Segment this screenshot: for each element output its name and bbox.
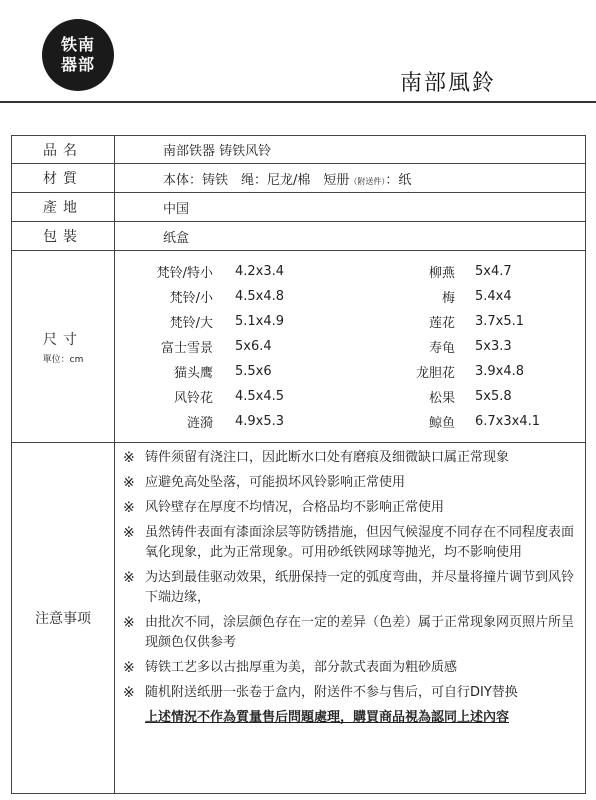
size-row bbox=[385, 284, 585, 309]
note-item bbox=[123, 498, 579, 518]
size-row bbox=[385, 359, 585, 384]
size-row bbox=[115, 284, 385, 309]
value-material bbox=[115, 164, 586, 193]
size-row bbox=[115, 384, 385, 409]
size-dimension: 5.5x6 bbox=[235, 364, 272, 379]
note-item bbox=[123, 613, 579, 653]
note-text: 由批次不同，涂层颜色存在一定的差异（色差）属于正常现象网页照片所呈现颜色仅供参考 bbox=[145, 615, 575, 650]
note-text: 虽然铸件表面有漆面涂层等防锈措施，但因气候湿度不同存在不同程度表面氧化现象，此为正常现象。可用砂纸铁网球等抛光，均不影响使用 bbox=[145, 525, 575, 560]
reference-mark-icon: ※ bbox=[123, 660, 135, 676]
label-name: 品名 bbox=[12, 136, 115, 164]
size-row bbox=[115, 409, 385, 434]
size-name: 猫头鹰 bbox=[173, 366, 213, 381]
size-label: 尺寸 bbox=[43, 331, 83, 348]
note-text: 风铃壁存在厚度不均情况，合格品均不影响正常使用 bbox=[145, 500, 445, 515]
row-name bbox=[12, 136, 586, 164]
reference-mark-icon: ※ bbox=[123, 685, 135, 701]
size-dimension: 5x5.8 bbox=[475, 389, 512, 404]
size-row bbox=[115, 334, 385, 359]
size-name: 梵铃/大 bbox=[169, 316, 213, 331]
disclaimer: 上述情況不作為質量售后問題處理，購買商品視為認同上述內容 bbox=[145, 710, 510, 725]
size-list bbox=[115, 251, 586, 443]
size-row bbox=[385, 409, 585, 434]
row-package bbox=[12, 222, 586, 251]
size-row bbox=[385, 334, 585, 359]
logo-line-2: 器部 bbox=[60, 55, 95, 74]
size-dimension: 5x6.4 bbox=[235, 339, 272, 354]
size-dimension: 5.4x4 bbox=[475, 289, 512, 304]
size-dimension: 5x4.7 bbox=[475, 264, 512, 279]
size-name: 梵铃/小 bbox=[169, 291, 213, 306]
reference-mark-icon: ※ bbox=[123, 475, 135, 491]
notes-label: 注意事项 bbox=[35, 611, 91, 627]
size-dimension: 6.7x3x4.1 bbox=[475, 414, 541, 429]
size-unit: 單位：cm bbox=[42, 354, 84, 365]
note-item bbox=[123, 568, 579, 608]
size-dimension: 4.2x3.4 bbox=[235, 264, 285, 279]
notes-cell bbox=[115, 443, 586, 794]
row-origin bbox=[12, 193, 586, 222]
reference-mark-icon: ※ bbox=[123, 525, 135, 541]
label-material: 材質 bbox=[12, 164, 115, 193]
header-divider bbox=[0, 101, 596, 103]
size-row bbox=[115, 309, 385, 334]
note-item bbox=[123, 683, 579, 703]
size-dimension: 4.5x4.5 bbox=[235, 389, 285, 404]
size-row bbox=[385, 384, 585, 409]
note-text: 铸件须留有浇注口，因此断水口处有磨痕及细微缺口属正常现象 bbox=[145, 450, 510, 465]
value-name: 南部铁器 铸铁风铃 bbox=[115, 136, 586, 164]
note-item bbox=[123, 523, 579, 563]
size-dimension: 4.9x5.3 bbox=[235, 414, 285, 429]
reference-mark-icon: ※ bbox=[123, 615, 135, 631]
size-dimension: 4.5x4.8 bbox=[235, 289, 285, 304]
size-column-left bbox=[115, 259, 385, 434]
label-size bbox=[12, 251, 115, 443]
size-row bbox=[115, 359, 385, 384]
size-dimension: 3.7x5.1 bbox=[475, 314, 525, 329]
size-row bbox=[385, 309, 585, 334]
material-tail: ：纸 bbox=[385, 172, 412, 188]
notes-list bbox=[115, 443, 585, 703]
reference-mark-icon: ※ bbox=[123, 500, 135, 516]
brand-title: 南部風鈴 bbox=[400, 71, 497, 96]
note-item bbox=[123, 658, 579, 678]
note-text: 随机附送纸册一张卷于盒内，附送件不参与售后，可自行DIY替换 bbox=[145, 685, 518, 700]
label-notes bbox=[12, 443, 115, 794]
size-name: 鲸鱼 bbox=[428, 416, 455, 431]
reference-mark-icon: ※ bbox=[123, 450, 135, 466]
note-text: 为达到最佳驱动效果，纸册保持一定的弧度弯曲，并尽量将撞片调节到风铃下端边缘， bbox=[145, 570, 575, 605]
row-size bbox=[12, 251, 586, 443]
note-text: 应避免高处坠落，可能损坏风铃影响正常使用 bbox=[145, 475, 406, 490]
material-main: 本体：铸铁 绳：尼龙/棉 短册 bbox=[163, 172, 350, 188]
size-name: 莲花 bbox=[428, 316, 455, 331]
value-package: 纸盒 bbox=[115, 222, 586, 251]
size-name: 松果 bbox=[428, 391, 455, 406]
row-material bbox=[12, 164, 586, 193]
reference-mark-icon: ※ bbox=[123, 570, 135, 586]
logo-line-1: 铁南 bbox=[60, 35, 95, 54]
material-note: （附送件） bbox=[349, 176, 386, 186]
size-column-right bbox=[385, 259, 585, 434]
size-name: 梅 bbox=[441, 291, 455, 306]
size-name: 龙胆花 bbox=[415, 366, 455, 381]
size-name: 柳燕 bbox=[428, 266, 455, 281]
note-item bbox=[123, 448, 579, 468]
note-text: 铸铁工艺多以古拙厚重为美，部分款式表面为粗砂质感 bbox=[145, 660, 458, 675]
spec-table bbox=[11, 135, 586, 794]
size-name: 涟漪 bbox=[186, 416, 213, 431]
size-dimension: 5x3.3 bbox=[475, 339, 512, 354]
size-dimension: 5.1x4.9 bbox=[235, 314, 285, 329]
row-notes bbox=[12, 443, 586, 794]
size-name: 风铃花 bbox=[173, 391, 213, 406]
value-origin: 中国 bbox=[115, 193, 586, 222]
note-item bbox=[123, 473, 579, 493]
size-row bbox=[385, 259, 585, 284]
size-name: 梵铃/特小 bbox=[156, 266, 213, 281]
size-name: 寿龟 bbox=[428, 341, 455, 356]
size-row bbox=[115, 259, 385, 284]
size-name: 富士雪景 bbox=[160, 341, 213, 356]
label-origin: 產地 bbox=[12, 193, 115, 222]
brand-logo bbox=[42, 19, 114, 91]
size-dimension: 3.9x4.8 bbox=[475, 364, 525, 379]
label-package: 包裝 bbox=[12, 222, 115, 251]
